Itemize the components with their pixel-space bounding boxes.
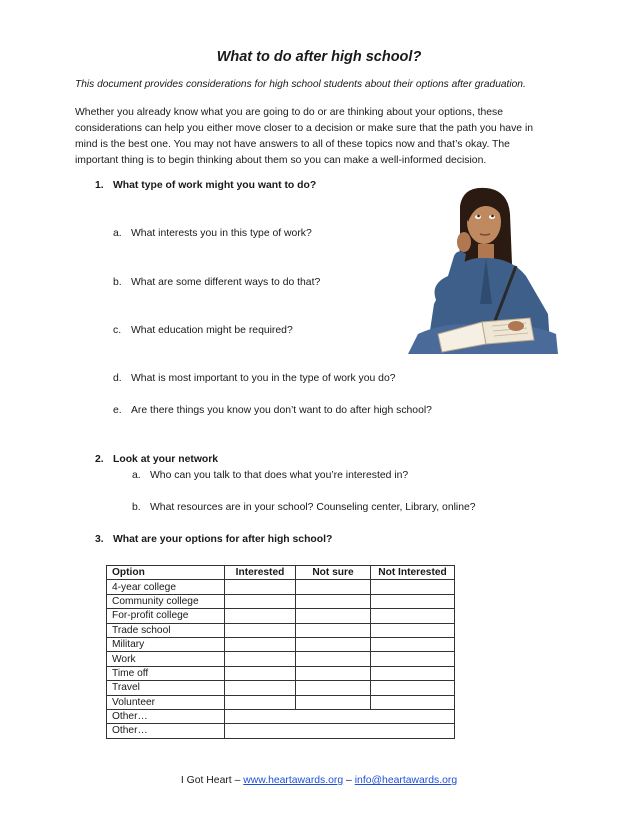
- table-row: [107, 709, 455, 723]
- interested-cell[interactable]: [225, 652, 296, 666]
- intro-paragraph: Whether you already know what you are going to do or are thinking about your options, these considerations can help you either move closer to a decision or make sure that the path you have in mind is the best one. You may not have answers to all of these topics now and that’s okay. The important thing is to begin thinking about them so you can make a well-informed decision.: [75, 107, 534, 166]
- not-interested-cell[interactable]: [371, 609, 455, 623]
- question-item: [113, 405, 432, 416]
- table-row: [107, 580, 455, 594]
- option-cell: Military: [107, 637, 225, 651]
- question-text: What interests you in this type of work?: [131, 228, 312, 239]
- table-row: [107, 609, 455, 623]
- table-row: [107, 623, 455, 637]
- section-number: 3.: [95, 534, 104, 545]
- table-row: [107, 666, 455, 680]
- question-letter: d.: [113, 373, 122, 384]
- question-letter: b.: [113, 277, 122, 288]
- question-item: [132, 502, 476, 513]
- not-interested-cell[interactable]: [371, 695, 455, 709]
- question-item: [113, 325, 293, 336]
- not-sure-cell[interactable]: [296, 580, 371, 594]
- section-title: Look at your network: [113, 454, 219, 465]
- table-row: [107, 724, 455, 738]
- not-sure-cell[interactable]: [296, 637, 371, 651]
- interested-cell[interactable]: [225, 681, 296, 695]
- option-cell: Travel: [107, 681, 225, 695]
- not-interested-cell[interactable]: [371, 666, 455, 680]
- option-cell: 4-year college: [107, 580, 225, 594]
- table-header-row: [107, 566, 455, 580]
- document-intro: This document provides considerations for high school students about their options after graduation.: [75, 79, 526, 90]
- other-response-cell[interactable]: [225, 724, 455, 738]
- question-text: Are there things you know you don’t want to do after high school?: [131, 405, 432, 416]
- column-header-interested: Interested: [225, 566, 296, 580]
- question-letter: a.: [113, 228, 122, 239]
- question-letter: a.: [132, 470, 141, 481]
- question-item: [113, 373, 396, 384]
- interested-cell[interactable]: [225, 594, 296, 608]
- question-letter: e.: [113, 405, 122, 416]
- not-interested-cell[interactable]: [371, 681, 455, 695]
- options-table: [106, 565, 455, 739]
- section-number: 2.: [95, 454, 104, 465]
- interested-cell[interactable]: [225, 637, 296, 651]
- not-sure-cell[interactable]: [296, 623, 371, 637]
- footer-email-link[interactable]: info@heartawards.org: [354, 775, 458, 786]
- not-sure-cell[interactable]: [296, 609, 371, 623]
- question-text: What education might be required?: [131, 325, 293, 336]
- section-title: What type of work might you want to do?: [113, 180, 317, 191]
- table-row: [107, 695, 455, 709]
- question-text: What resources are in your school? Counseling center, Library, online?: [150, 502, 476, 513]
- question-text: What is most important to you in the type of work you do?: [131, 373, 396, 384]
- not-interested-cell[interactable]: [371, 623, 455, 637]
- not-sure-cell[interactable]: [296, 681, 371, 695]
- table-row: [107, 594, 455, 608]
- option-cell: Work: [107, 652, 225, 666]
- question-item: [113, 277, 320, 288]
- interested-cell[interactable]: [225, 623, 296, 637]
- column-header-not-sure: Not sure: [296, 566, 371, 580]
- section-title: What are your options for after high school?: [113, 534, 333, 545]
- footer: [0, 775, 638, 786]
- question-item: [132, 470, 408, 481]
- not-interested-cell[interactable]: [371, 652, 455, 666]
- section-heading: [95, 454, 218, 465]
- question-item: [113, 228, 312, 239]
- table-row: [107, 637, 455, 651]
- option-cell: Volunteer: [107, 695, 225, 709]
- not-sure-cell[interactable]: [296, 594, 371, 608]
- not-sure-cell[interactable]: [296, 666, 371, 680]
- interested-cell[interactable]: [225, 666, 296, 680]
- not-interested-cell[interactable]: [371, 594, 455, 608]
- table-row: [107, 652, 455, 666]
- not-sure-cell[interactable]: [296, 695, 371, 709]
- footer-website-link[interactable]: www.heartawards.org: [243, 775, 344, 786]
- question-text: What are some different ways to do that?: [131, 277, 321, 288]
- not-interested-cell[interactable]: [371, 580, 455, 594]
- interested-cell[interactable]: [225, 609, 296, 623]
- question-letter: b.: [132, 502, 141, 513]
- footer-org: I Got Heart –: [180, 775, 244, 786]
- column-header-not-interested: Not Interested: [371, 566, 455, 580]
- option-cell: Trade school: [107, 623, 225, 637]
- question-text: Who can you talk to that does what you’re interested in?: [150, 470, 409, 481]
- option-cell: For-profit college: [107, 609, 225, 623]
- document-title: What to do after high school?: [216, 49, 422, 65]
- section-heading: [95, 534, 332, 545]
- question-letter: c.: [113, 325, 122, 336]
- section-number: 1.: [95, 180, 104, 191]
- not-sure-cell[interactable]: [296, 652, 371, 666]
- other-response-cell[interactable]: [225, 709, 455, 723]
- section-heading: [95, 180, 316, 191]
- option-cell: Other…: [107, 724, 225, 738]
- option-cell: Time off: [107, 666, 225, 680]
- option-cell: Community college: [107, 594, 225, 608]
- not-interested-cell[interactable]: [371, 637, 455, 651]
- interested-cell[interactable]: [225, 695, 296, 709]
- student-thinking-photo: [408, 184, 558, 354]
- column-header-option: Option: [107, 566, 225, 580]
- option-cell: Other…: [107, 709, 225, 723]
- table-row: [107, 681, 455, 695]
- interested-cell[interactable]: [225, 580, 296, 594]
- footer-separator: –: [343, 775, 355, 786]
